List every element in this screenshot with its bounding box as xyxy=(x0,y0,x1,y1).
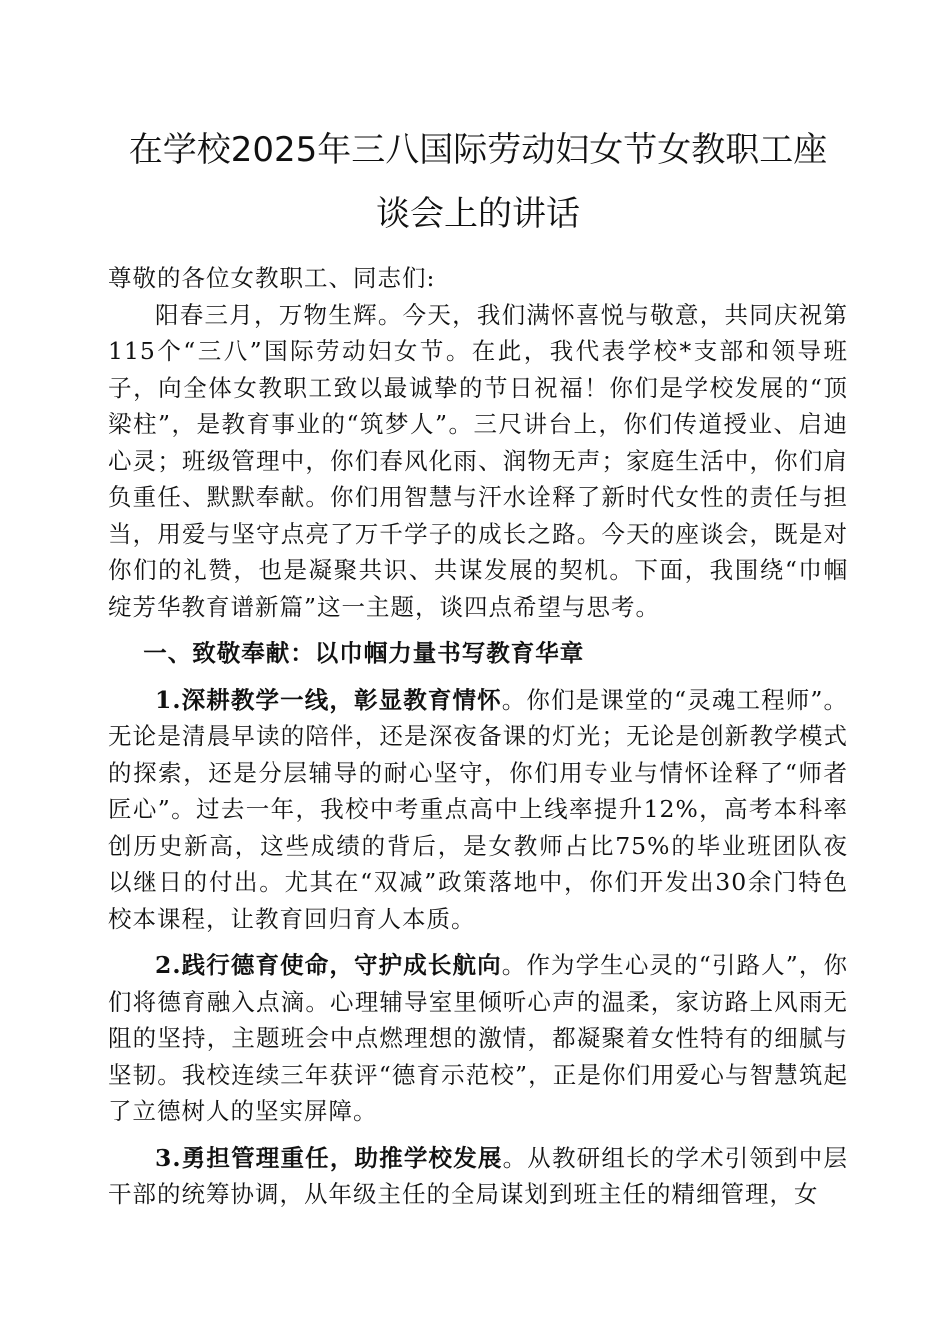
item-body: 。从教研组长的学术引领到中层干部的统筹协调，从年级主任的全局谋划到班主任的精细管理，女 xyxy=(108,1143,848,1208)
item-body: 。作为学生心灵的“引路人”，你们将德育融入点滴。心理辅导室里倾听心声的温柔，家访路上风雨无阻的坚持，主题班会中点燃理想的激情，都凝聚着女性特有的细腻与坚韧。我校连续三年获评“德育示范校”，正是你们用爱心与智慧筑起了立德树人的坚实屏障。 xyxy=(108,951,848,1125)
paragraph-item-3 xyxy=(108,1140,848,1213)
item-heading: 2.践行德育使命，守护成长航向 xyxy=(155,951,502,979)
item-heading: 3.勇担管理重任，助推学校发展 xyxy=(155,1143,503,1172)
document-title xyxy=(88,118,868,246)
paragraph-item-1 xyxy=(108,682,848,938)
paragraph-item-2 xyxy=(108,947,848,1130)
item-body: 。你们是课堂的“灵魂工程师”。无论是清晨早读的陪伴，还是深夜备课的灯光；无论是创新教学模式的探索，还是分层辅导的耐心坚守，你们用专业与情怀诠释了“师者匠心”。过去一年，我校中考重点高中上线率提升12%，高考本科率创历史新高，这些成绩的背后，是女教师占比75%的毕业班团队夜以继日的付出。尤其在“双减”政策落地中，你们开发出30余门特色校本课程，让教育回归育人本质。 xyxy=(108,685,848,933)
title-line-1: 在学校2025年三八国际劳动妇女节女教职工座 xyxy=(128,130,828,170)
salutation: 尊敬的各位女教职工、同志们: xyxy=(108,264,436,292)
intro-paragraph: 阳春三月，万物生辉。今天，我们满怀喜悦与敬意，共同庆祝第115个“三八”国际劳动妇女节。在此，我代表学校*支部和领导班子，向全体女教职工致以最诚挚的节日祝福！你们是学校发展的“顶梁柱”，是教育事业的“筑梦人”。三尺讲台上，你们传道授业、启迪心灵；班级管理中，你们春风化雨、润物无声；家庭生活中，你们肩负重任、默默奉献。你们用智慧与汗水诠释了新时代女性的责任与担当，用爱与坚守点亮了万千学子的成长之路。今天的座谈会，既是对你们的礼赞，也是凝聚共识、共谋发展的契机。下面，我围绕“巾帼绽芳华教育谱新篇”这一主题，谈四点希望与思考。 xyxy=(108,300,848,621)
item-heading: 1.深耕教学一线，彰显教育情怀 xyxy=(155,685,502,714)
document-page xyxy=(108,118,848,1213)
title-line-2: 谈会上的讲话 xyxy=(376,194,580,234)
section-heading: 一、致敬奉献：以巾帼力量书写教育华章 xyxy=(143,639,585,667)
